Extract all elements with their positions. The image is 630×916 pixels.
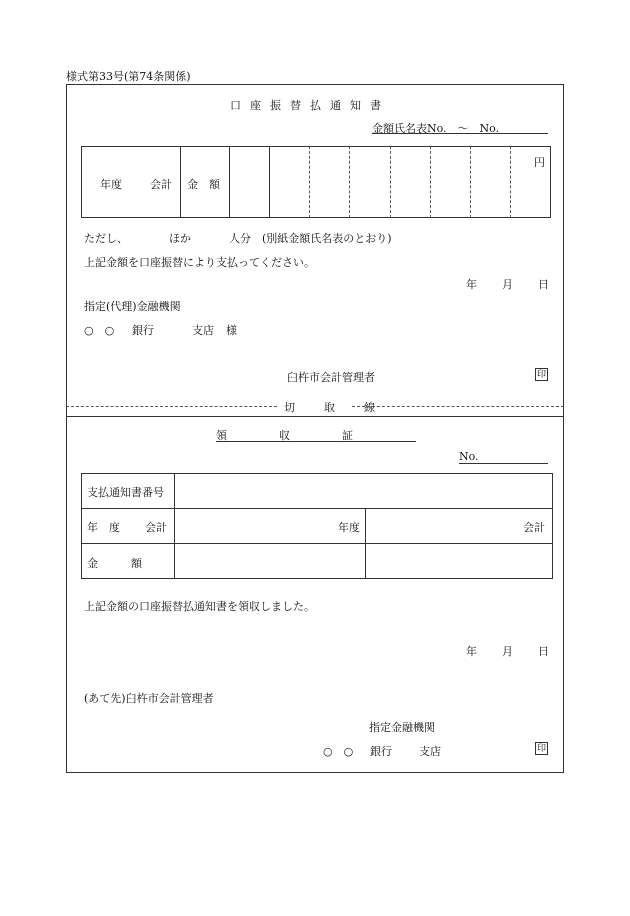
receipt-number-label: No. [459,450,479,463]
receipt-row-divider-2 [81,543,553,544]
receipt-seal-mark: 印 [536,744,546,754]
receipt-date-month: 月 [502,645,513,658]
proviso-note: (別紙金額氏名表のとおり) [262,232,392,245]
receipt-amount-label: 金 額 [87,557,142,570]
receipt-bank-heading: 指定金融機関 [369,721,435,734]
receipt-number-underline [459,463,548,464]
designated-bank-heading: 指定(代理)金融機関 [84,300,181,313]
cut-line-label: 切 取 線 [284,401,384,414]
payment-instruction: 上記金額を口座振替により支払ってください。 [84,256,315,269]
date-day: 日 [538,278,549,291]
honorific-sama: 様 [226,324,237,337]
amount-table-divider-2 [229,146,230,218]
bank-circles: ○ ○ [84,324,115,337]
name-list-underline [372,133,548,134]
branch-label: 支店 [192,324,214,337]
amount-table-divider-3 [269,146,270,218]
receipt-date-day: 日 [538,645,549,658]
cut-line-right [352,406,564,407]
receipt-bank-circles: ○ ○ [323,745,354,758]
digit-separator [309,146,310,218]
date-year: 年 [466,278,477,291]
notice-title: 口座振替払通知書 [230,99,390,112]
digit-separator [430,146,431,218]
receipt-title-underline [216,441,416,442]
receipt-mid-column-divider [365,508,366,579]
bank-label: 銀行 [132,324,154,337]
receipt-statement: 上記金額の口座振替払通知書を領収しました。 [84,600,315,613]
amount-label: 金 額 [187,178,220,191]
name-list-number-text: 金額氏名表No. 〜 No. [372,122,500,135]
seal-mark: 印 [536,370,546,380]
proviso-ninbun: 人分 [229,232,251,245]
receipt-date-year: 年 [466,645,477,658]
account-label: 会計 [150,178,172,191]
payment-notice-number-label: 支払通知書番号 [87,486,164,499]
date-month: 月 [502,278,513,291]
fiscal-year-label: 年度 [100,178,122,191]
receipt-row-divider-1 [81,508,553,509]
receipt-branch-label: 支店 [419,745,441,758]
receipt-right-account-label: 会計 [523,521,545,534]
receipt-year-label: 年 度 [87,521,120,534]
form-number-label: 様式第33号(第74条関係) [66,70,191,83]
digit-separator [510,146,511,218]
amount-table-divider-1 [180,146,181,218]
digit-separator [470,146,471,218]
section-divider [66,416,564,417]
receipt-mid-year-label: 年度 [338,521,360,534]
proviso-tadashi: ただし、 [84,232,128,245]
yen-label: 円 [534,156,545,169]
digit-separator [390,146,391,218]
receipt-addressee: (あて先)臼杵市会計管理者 [84,692,214,705]
cut-line-left [66,406,277,407]
digit-separator [349,146,350,218]
receipt-title: 領収証 [216,429,405,442]
issuer-name: 臼杵市会計管理者 [287,371,375,384]
proviso-hoka: ほか [169,232,191,245]
receipt-bank-label: 銀行 [370,745,392,758]
receipt-account-label: 会計 [145,521,167,534]
receipt-label-column-divider [174,473,175,579]
